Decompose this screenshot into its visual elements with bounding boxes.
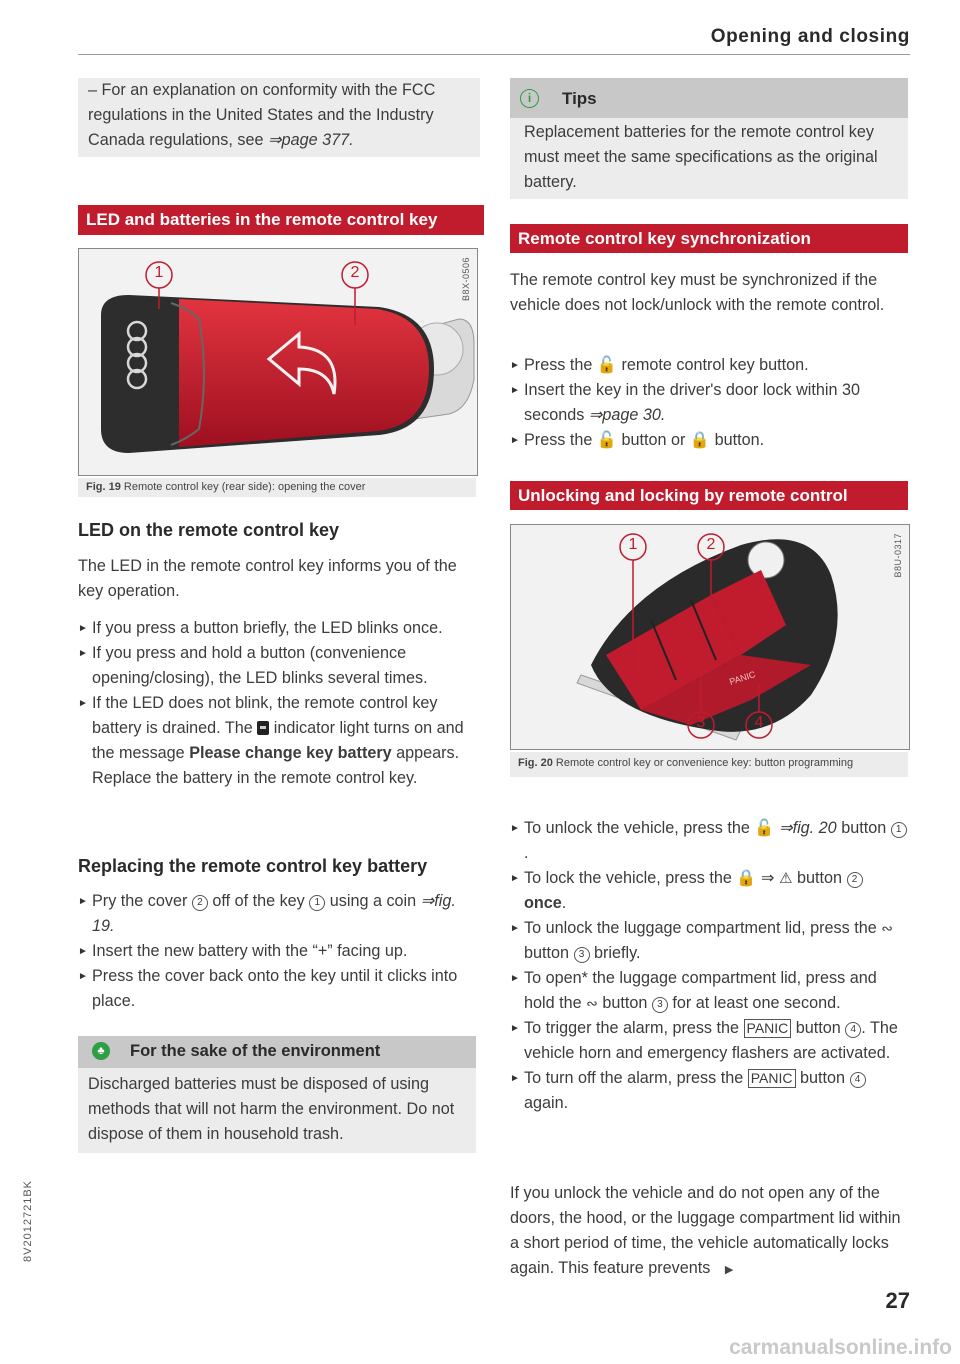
list-item-text: To open* the luggage compartment lid, press and hold the [524,969,877,1012]
list-item-text: indicator light turns on and the message [92,719,464,762]
leaf-icon: ♣ [92,1042,110,1060]
callout-1: 1 [628,536,638,553]
list-item-text: button [602,994,648,1012]
callout-ref: 4 [845,1022,861,1038]
environment-note-title: For the sake of the environment [130,1042,381,1060]
list-item-text: button [841,819,887,837]
list-item [78,889,474,939]
callout-ref: 4 [850,1072,866,1088]
header-rule [78,54,910,55]
fcc-page-link[interactable]: ⇒page 377. [268,131,354,149]
remote-key-front-illustration [511,525,909,749]
list-item [510,1066,908,1116]
section-title-sync [510,224,908,253]
watermark: carmanualsonline.info [729,1336,952,1359]
list-item [510,916,908,966]
fcc-note-text: – For an explanation on conformity with the FCC regulations in the United States and the Industry Canada regulations, see [88,81,436,149]
trunk-icon: ∾ [586,995,598,1011]
list-item-text: using a coin [329,892,417,910]
sync-intro: The remote control key must be synchronized if the vehicle does not lock/unlock with the remote control. [510,271,885,314]
section-title-text: Remote control key synchronization [518,229,811,248]
page-header-title: Opening and closing [710,26,910,47]
list-item [510,966,908,1016]
tips-title: Tips [562,89,597,108]
section-title-unlocking [510,481,908,510]
emphasis-text: once [524,894,562,912]
figure-20 [510,524,910,750]
figure-link[interactable]: ⇒fig. 20 [779,819,837,837]
list-item: ► Insert the new battery with the “+” facing up. [78,939,474,964]
list-item-text: appears. Replace the battery in the remote control key. [92,744,460,787]
list-item [78,691,474,791]
section-title-text: LED and batteries in the remote control key [86,210,438,229]
remote-key-rear-illustration [79,249,477,475]
heading-replace-battery: Replacing the remote control key battery [78,856,428,876]
figure-code: B8U-0317 [893,533,903,578]
list-item-text: To unlock the luggage compartment lid, press the [524,919,877,937]
list-item-text: off of the key [212,892,305,910]
list-item-text: button [524,944,570,962]
list-item-text: for at least one second. [672,994,841,1012]
environment-note-header [78,1036,476,1068]
caption-text: Remote control key or convenience key: button programming [555,757,854,769]
callout-2: 2 [706,536,716,553]
battery-indicator-icon [257,721,269,735]
list-item: ► To lock the vehicle, press the 🔒 ⇒ ⚠ button 2 once. [510,866,908,916]
callout-ref: 1 [309,895,325,911]
section-title-led-batteries [78,205,484,235]
list-item-text: button [800,1069,846,1087]
list-item: ► Press the cover back onto the key until it clicks into place. [78,964,474,1014]
list-item: ► If you press a button briefly, the LED blinks once. [78,616,474,641]
list-item-text: To unlock the vehicle, press the 🔓 [524,819,775,837]
callout-ref: 2 [847,872,863,888]
figure-20-caption [510,752,908,777]
list-item-text: Pry the cover [92,892,188,910]
trunk-icon: ∾ [881,920,893,936]
panic-button-label: PANIC [728,669,757,687]
list-item [510,1016,908,1066]
callout-4: 4 [754,714,764,731]
unlock-list [510,816,908,1116]
panic-key-label: PANIC [744,1019,792,1038]
info-icon: i [520,89,539,108]
figure-19-caption [78,478,476,497]
list-item: ► Press the 🔓 button or 🔒 button. [510,428,908,453]
led-list [78,616,474,791]
panic-key-label: PANIC [748,1069,796,1088]
list-item-text: button [797,869,843,887]
callout-ref: 1 [891,822,907,838]
replace-list [78,889,474,1014]
list-item-text: button [795,1019,841,1037]
list-item-text: If the LED does not blink, the remote control key battery is drained. The [92,694,438,737]
list-item-text: briefly. [594,944,641,962]
list-item-text: To trigger the alarm, press the [524,1019,740,1037]
closing-paragraph [510,1181,908,1283]
list-item-text: Insert the key in the driver's door lock within 30 seconds [524,381,860,424]
tips-text: Replacement batteries for the remote control key must meet the same specifications as the original battery. [510,118,908,199]
led-intro: The LED in the remote control key informs you of the key operation. [78,557,457,600]
callout-ref: 3 [574,947,590,963]
callout-3: 3 [696,714,706,731]
heading-led-on-key: LED on the remote control key [78,520,340,540]
figure-19 [78,248,478,476]
caption-text: Remote control key (rear side): opening the cover [123,481,366,493]
callout-ref: 2 [192,895,208,911]
environment-note-text: Discharged batteries must be disposed of using methods that will not harm the environment. Do not dispose of them in household trash. [78,1068,476,1153]
message-text: Please change key battery [189,744,392,762]
doc-code: 8V2012721BK [22,1180,34,1262]
callout-2: 2 [350,264,360,281]
figure-link[interactable]: ⇒fig. 19. [92,892,456,935]
continue-arrow-icon: ▶ [724,1264,734,1276]
list-item [510,378,908,428]
list-item-text: To lock the vehicle, press the 🔒 ⇒ [524,869,775,887]
page-link[interactable]: ⇒page 30. [588,406,666,424]
callout-ref: 3 [652,997,668,1013]
section-title-text: Unlocking and locking by remote control [518,486,848,505]
list-item-text: . The vehicle horn and emergency flashers are activated. [524,1019,898,1062]
list-item: ► To unlock the vehicle, press the 🔓 ⇒fig. 20 button 1. [510,816,908,866]
callout-1: 1 [154,264,164,281]
sync-list [510,353,908,453]
list-item-text: again. [524,1094,569,1112]
caption-label: Fig. 19 [86,481,121,493]
figure-code: B8X-0506 [461,257,471,302]
tips-header [510,78,908,118]
list-item-text: To turn off the alarm, press the [524,1069,744,1087]
page-number: 27 [885,1288,910,1313]
caption-label: Fig. 20 [518,757,553,769]
warning-icon: ⚠ [779,870,793,887]
fcc-note-box [78,78,480,157]
list-item: ► Press the 🔓 remote control key button. [510,353,908,378]
closing-text: If you unlock the vehicle and do not open any of the doors, the hood, or the luggage compartment lid within a short period of time, the vehicle automatically locks again. This feature prevents [510,1184,901,1277]
list-item: ► If you press and hold a button (convenience opening/closing), the LED blinks several times. [78,641,474,691]
